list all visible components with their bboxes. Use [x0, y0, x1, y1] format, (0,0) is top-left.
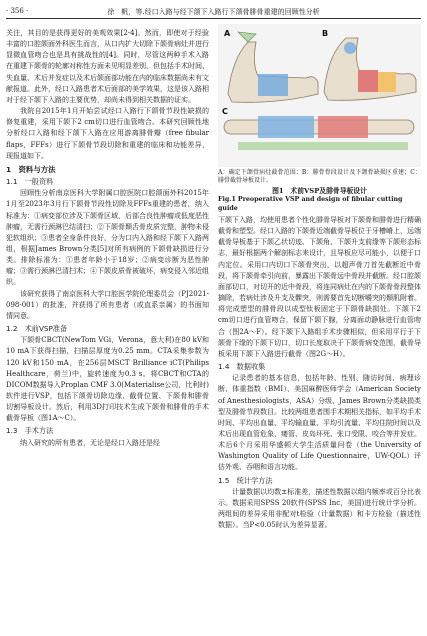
paragraph: 计量数据以均数±标准差，描述性数据以组内频率或百分比表示。数据采用SPSS 20软件(SPSS Inc，美国)进行统计学分析。两组间的差异采用非配对t检验（计量数据）和卡方检验（描述性数据）。当P<0.05时认为差异显著。 — [218, 487, 421, 530]
paragraph: 关注，其目的是获得更好的美观效果[2-4]。然而，即使对于经验丰富的口腔颌面外科医生而言，从口内扩大切除下颌骨病灶并进行显微血管吻合也是具有挑战性的[4]。同时，尽管这两种手术入路在重建下颌骨的轮廓对称性方面未见明显差别，但包括手术时间、失血量、术后并发症以及术后颌面部功能在内的临床数据尚未有文献报道。此外，经口入路患者术后面部的美学效果，这是该入路相对于经下颌下入路的主要优势，却尚未得到相关数据的证实。 — [6, 29, 209, 104]
figure-note: A：确定下颌骨病灶截骨范围；B：腓骨骨段设计及下颌骨缺损区重建；C：腓骨截骨导板设计。 — [218, 169, 421, 184]
subsection-heading: 1.2 术前VSP准备 — [6, 324, 68, 334]
header-rule — [6, 18, 421, 19]
subsection-heading: 1.5 统计学方法 — [218, 475, 273, 485]
paragraph: 纳入研究的所有患者，无论是经口入路还是经 — [20, 438, 160, 447]
paragraph: 下颌下入路，均使用患者个性化腓骨导板对下颌骨和腓骨进行精确截骨和塑型。经口入路的下颌骨近端截骨导板位于牙槽嵴上，远端截骨导板基于下颌乙状切迹、下颌角、下颌升支前缘等下颌形态标志，最好根据两个解剖标志来设计，且导板应尽可能小，以便于口内定位。采用口内切口下颌骨突出，以超声骨刀首先截断近中骨段，将下颌骨牵引向前，暴露出下颌骨远中骨段并截断。经口腔颌面部切口，对切开的近中骨段，将连同病灶在内的下颌骨骨段整体摘除，若病灶涉及升支及髁突，则需要首先切断嚼突的颞肌附着。将完成塑型的腓骨段以成型钛板固定于下颌骨缺损处。下颌下2 cm切口进行血管吻合，保留下颌下腺，分离面动静脉进行血管吻合（图2A～F）。经下颌下入路组手术步骤相似，但采用平行于下颌骨下缘的下颌下切口，切口长度取决于下颌骨病变范围，截骨导板采用下颌下入路进行截骨（图2G～H）。 — [218, 216, 421, 358]
page-number: · 356 · — [6, 7, 29, 15]
subsection-heading: 1.1 一般资料 — [6, 177, 54, 187]
paragraph: 回顾性分析南京医科大学附属口腔医院口腔颌面外科2015年1月至2023年3月行下颌骨节段性切除及FFFs重建的患者，纳入标准为：①病变部位涉及下颌骨区域，后部合良性肿瘤或低度恶性肿瘤，无需行颈淋巴结清扫；②下颌骨颞舌骨皮质完整，肿物未侵犯软组织；③患者全身条件良好，分为口内入路和经下颌下入路两组，根据James Brown分类[5]对所有病例的下颌骨缺损进行分类。排除标准为：①患者年龄小于18岁；②病变诊断为恶性肿瘤；③需行颈淋巴清扫术；④下颌皮质骨被破坏，病变侵入邻近组织。 — [6, 189, 209, 287]
paragraph: 下颌骨CBCT(NewTom VGi，Verona，意大利)在80 kV和10 mA下获得扫描，扫描层厚度为0.25 mm。CTA采集参数为120 kV和150 mA，在256层MSCT Brilliance iCT(Philips Healthcare，荷兰)中，旋转速度为0.3 s。将CBCT和CTA的DICOM数据导入Proplan CMF 3.0(Materialise公司，比利时)软件进行VSP，包括下颌骨切除边缘、截骨位置、下颌骨和腓骨切割导板设计。然后，利用3D打印技术生成下颌骨和腓骨的手术截骨导板（图1A～C）。 — [6, 336, 210, 423]
figure-caption-english — [218, 196, 421, 213]
figure-caption: 图1 术前VSP及腓骨导板设计 — [272, 187, 367, 195]
paragraph: 记录患者的基本信息，包括年龄、性别、随访时间、病理诊断、体重指数（BMI）、美国麻醉医师学会（American Society of Anesthesiologists，ASA）分级、James Brown分类缺损类型及腓骨节段数目。比较两组患者围手术期相关指标，如平均手术时间、平均出血量、平均输血量、平均引流量、平均住院时间以及术后出现血管危象、瘘管、皮岛坏死、张口受限、咬合等并发症。术后6个月采用华盛顿大学生活质量问卷（the University of Washington Quality of Life Questionnaire，UW-QOL）评估外观、吞咽和语言功能。 — [218, 374, 421, 472]
panel-label-a: A — [224, 29, 231, 38]
running-title: 徐 帆，等.经口入路与经下颌下入路行下颌骨腓骨重建的回顾性分析 — [107, 8, 320, 16]
figure-1-image — [218, 24, 421, 167]
panel-label-c: C — [222, 107, 228, 116]
figure-1 — [218, 24, 421, 167]
subsection-heading: 1.4 数据收集 — [218, 362, 266, 372]
paragraph: 我院自2015年1月开始尝试经口入路行下颌骨节段性缺损的修复重建，采用下颌下2 cm切口进行血管吻合。本研究回顾性地分析经口入路和经下颌下入路在应用游离腓骨瓣（free fibular flaps，FFFs）进行下颌骨节段切除和重建的临床和功能差异，现报道如下。 — [6, 107, 209, 160]
section-heading: 1 资料与方法 — [6, 164, 56, 174]
running-header — [6, 6, 421, 18]
panel-label-b: B — [322, 29, 329, 38]
right-column — [218, 24, 421, 531]
figure-label: Fig.1 — [218, 196, 236, 203]
paragraph: 该研究获得了南京医科大学口腔医学院伦理委员会（PJ2021-098-001）的批准，并获得了所有患者（或直系亲属）的书面知情同意。 — [6, 289, 209, 320]
left-column — [6, 28, 209, 449]
figure-caption-en-text: Preoperative VSP and design of fibular cutting guide — [218, 196, 403, 212]
subsection-heading: 1.3 手术方法 — [6, 426, 54, 436]
